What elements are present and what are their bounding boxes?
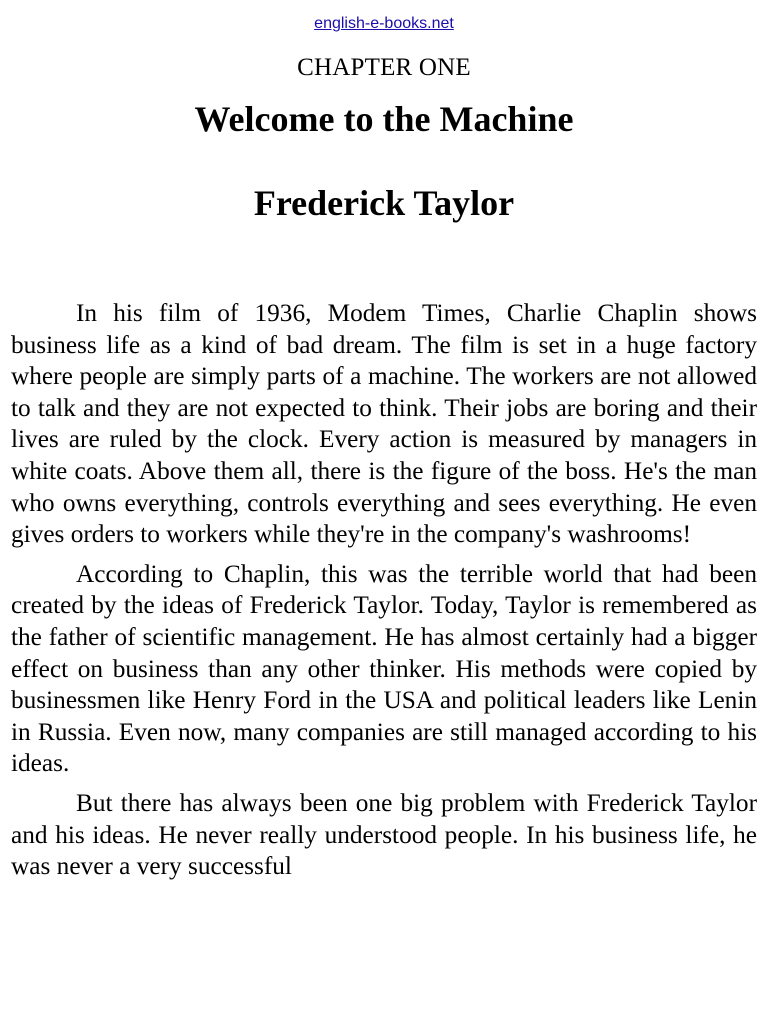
site-link[interactable]: english-e-books.net xyxy=(314,15,454,32)
chapter-body xyxy=(11,298,757,883)
chapter-title: Welcome to the Machine xyxy=(194,99,574,139)
chapter-label: CHAPTER ONE xyxy=(297,54,471,81)
paragraph: In his film of 1936, Modem Times, Charlie Chaplin shows business life as a kind of bad dream. The film is set in a huge factory where people are simply parts of a machine. The workers are not allowed to talk and they are not expected to think. Their jobs are boring and their lives are ruled by the clock. Every action is measured by managers in white coats. Above them all, there is the figure of the boss. He's the man who owns everything, controls everything and sees everything. He even gives orders to workers while they're in the company's washrooms! xyxy=(11,299,757,549)
paragraph: According to Chaplin, this was the terrible world that had been created by the ideas of Frederick Taylor. Today, Taylor is remembered as the father of scientific management. He has almost certainly had a bigger effect on business than any other thinker. His methods were copied by businessmen like Henry Ford in the USA and political leaders like Lenin in Russia. Even now, many companies are still managed according to his ideas. xyxy=(11,559,757,778)
chapter-subtitle: Frederick Taylor xyxy=(253,183,515,223)
paragraph: But there has always been one big problem with Frederick Taylor and his ideas. He never really understood people. In his business life, he was never a very successful xyxy=(11,788,757,881)
